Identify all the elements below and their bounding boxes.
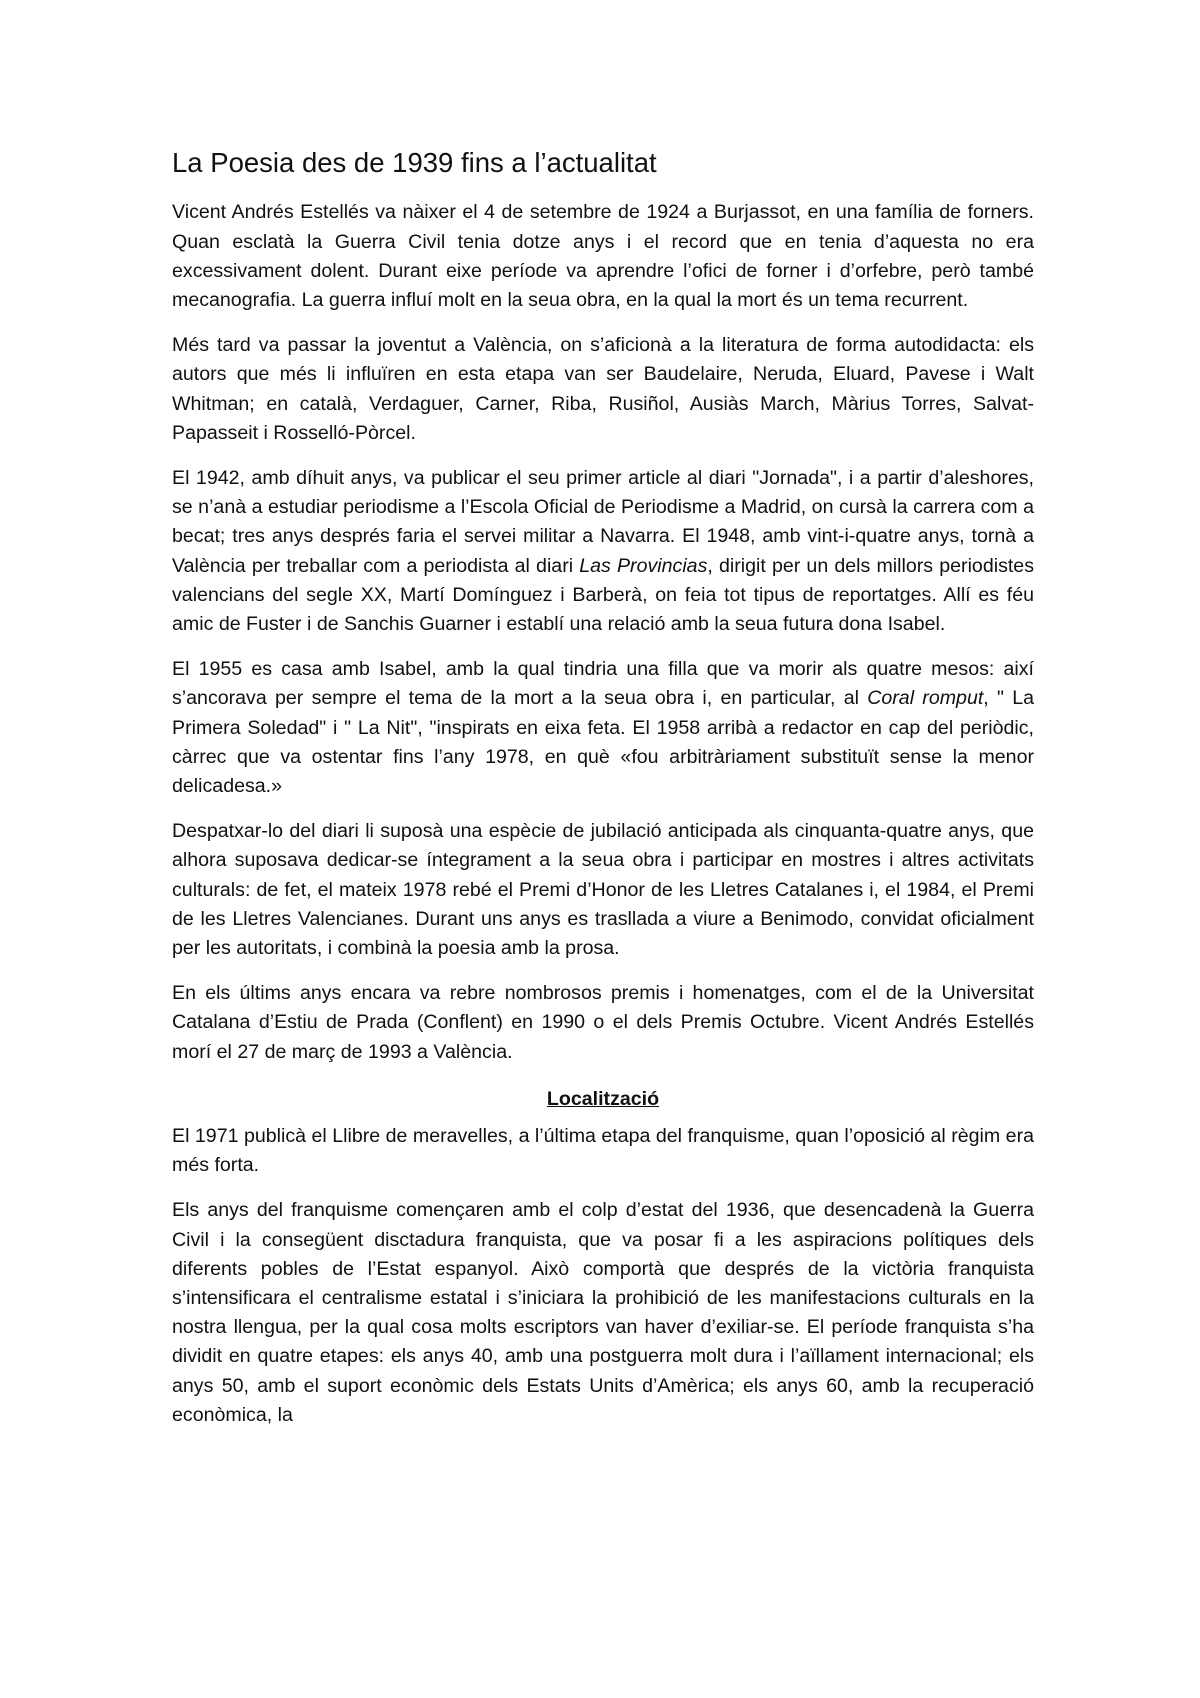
newspaper-title: Las Provincias: [579, 554, 708, 577]
document-title: La Poesia des de 1939 fins a l’actualitat: [172, 147, 657, 178]
document-page: [172, 146, 1034, 1446]
paragraph-journalism-text-end: , dirigit per un dels millors periodistes valencians del segle XX, Martí Domínguez i Barberà, on feia tot tipus de reportatges. Allí es féu amic de Fuster i de Sanchis Guarner i establí una relació amb la seua futura dona Isabel.: [172, 554, 1035, 636]
section-heading-localitzacio: Localització: [546, 1087, 660, 1110]
work-title: Coral romput: [867, 687, 984, 710]
paragraph-marriage: [172, 655, 1034, 801]
paragraph-publication: El 1971 publicà el Llibre de meravelles, a l’última etapa del franquisme, quan l’oposició al règim era més forta.: [172, 1125, 1034, 1177]
paragraph-journalism: [172, 464, 1034, 639]
paragraph-marriage-text-end: , " La Primera Soledad" i " La Nit", "inspirats en eixa feta. El 1958 arribà a redactor en cap del periòdic, càrrec que va ostentar fins l’any 1978, en què «fou arbitràriament substituït sense la menor delicadesa.»: [172, 687, 1034, 798]
paragraph-birth: Vicent Andrés Estellés va nàixer el 4 de setembre de 1924 a Burjassot, en una família de forners. Quan esclatà la Guerra Civil tenia dotze anys i el record que en tenia d’aquesta no era excessivament dolent. Durant eixe període va aprendre l’ofici de forner i d’orfebre, però també mecanografia. La guerra influí molt en la seua obra, en la qual la mort és un tema recurrent.: [172, 201, 1034, 311]
paragraph-journalism-text-start: El 1942, amb díhuit anys, va publicar el seu primer article al diari "Jornada", i a partir d’aleshores, se n’anà a estudiar periodisme a l’Escola Oficial de Periodisme a Madrid, on cursà la carrera com a becat; tres anys després faria el servei militar a Navarra. El 1948, amb vint-i-quatre anys, tornà a València per treballar com a periodista al diari: [172, 467, 1034, 577]
paragraph-francoism: Els anys del franquisme començaren amb el colp d’estat del 1936, que desencadenà la Guerra Civil i la consegüent disctadura franquista, que va posar fi a les aspiracions polítiques dels diferents pobles de l’Estat espanyol. Això comportà que després de la victòria franquista s’intensificara el centralisme estatal i s’iniciara la prohibició de les manifestacions culturals en la nostra llengua, per la qual cosa molts escriptors van haver d’exiliar-se. El període franquista s’ha dividit en quatre etapes: els anys 40, amb una postguerra molt dura i l’aïllament internacional; els anys 50, amb el suport econòmic dels Estats Units d’Amèrica; els anys 60, amb la recuperació econòmica, la: [172, 1199, 1034, 1426]
paragraph-final-years: En els últims anys encara va rebre nombrosos premis i homenatges, com el de la Universitat Catalana d’Estiu de Prada (Conflent) en 1990 o el dels Premis Octubre. Vicent Andrés Estellés morí el 27 de març de 1993 a València.: [172, 982, 1034, 1063]
paragraph-youth: Més tard va passar la joventut a València, on s’aficionà a la literatura de forma autodidacta: els autors que més li influïren en esta etapa van ser Baudelaire, Neruda, Eluard, Pavese i Walt Whitman; en català, Verdaguer, Carner, Riba, Rusiñol, Ausiàs March, Màrius Torres, Salvat-Papasseit i Rosselló-Pòrcel.: [172, 334, 1034, 444]
paragraph-marriage-text-start: El 1955 es casa amb Isabel, amb la qual tindria una filla que va morir als quatre mesos: així s’ancorava per sempre el tema de la mort a la seua obra i, en particular, al: [172, 658, 1034, 710]
paragraph-retirement: Despatxar-lo del diari li suposà una espècie de jubilació anticipada als cinquanta-quatre anys, que alhora suposava dedicar-se íntegrament a la seua obra i participar en mostres i altres activitats culturals: de fet, el mateix 1978 rebé el Premi d’Honor de les Lletres Catalanes i, el 1984, el Premi de les Lletres Valencianes. Durant uns anys es trasllada a viure a Benimodo, convidat oficialment per les autoritats, i combinà la poesia amb la prosa.: [172, 820, 1034, 960]
